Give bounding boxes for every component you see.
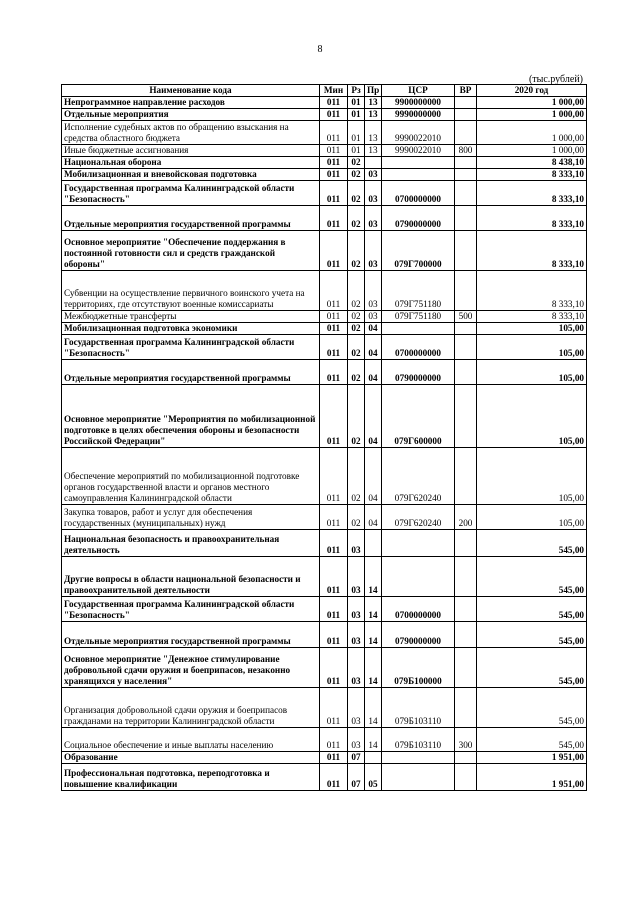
- header-year: 2020 год: [477, 85, 587, 97]
- cell-csr: 079Г620240: [382, 505, 455, 530]
- table-row: [62, 728, 587, 752]
- cell-name: Иные бюджетные ассигнования: [62, 145, 320, 157]
- cell-min: 011: [320, 597, 348, 622]
- cell-vr: 300: [455, 728, 477, 752]
- cell-vr: [455, 169, 477, 181]
- cell-rz: 01: [348, 109, 365, 121]
- cell-rz: 03: [348, 557, 365, 597]
- table-row: [62, 688, 587, 728]
- cell-csr: 079Б103110: [382, 688, 455, 728]
- cell-value: 8 333,10: [477, 271, 587, 311]
- header-csr: ЦСР: [382, 85, 455, 97]
- cell-name: Межбюджетные трансферты: [62, 311, 320, 323]
- table-row: [62, 231, 587, 271]
- cell-name: Отдельные мероприятия государственной программы: [62, 622, 320, 648]
- cell-vr: [455, 323, 477, 335]
- cell-rz: 03: [348, 622, 365, 648]
- cell-vr: [455, 157, 477, 169]
- table-row: [62, 145, 587, 157]
- cell-name: Исполнение судебных актов по обращению взыскания на средства областного бюджета: [62, 121, 320, 145]
- cell-vr: [455, 181, 477, 206]
- cell-csr: 0790000000: [382, 622, 455, 648]
- cell-pr: [365, 530, 382, 557]
- cell-pr: [365, 752, 382, 764]
- page-number: 8: [317, 44, 323, 55]
- table-row: [62, 530, 587, 557]
- cell-name: Организация добровольной сдачи оружия и боеприпасов гражданами на территории Калининградской области: [62, 688, 320, 728]
- cell-rz: 02: [348, 169, 365, 181]
- cell-vr: [455, 648, 477, 688]
- cell-vr: 500: [455, 311, 477, 323]
- cell-name: Другие вопросы в области национальной безопасности и правоохранительной деятельности: [62, 557, 320, 597]
- cell-csr: 079Б103110: [382, 728, 455, 752]
- table-row: [62, 448, 587, 505]
- cell-rz: 02: [348, 385, 365, 448]
- cell-name: Отдельные мероприятия: [62, 109, 320, 121]
- cell-vr: [455, 206, 477, 231]
- cell-pr: 03: [365, 169, 382, 181]
- cell-value: 545,00: [477, 728, 587, 752]
- cell-pr: 14: [365, 728, 382, 752]
- cell-pr: 14: [365, 557, 382, 597]
- cell-name: Национальная безопасность и правоохранительная деятельность: [62, 530, 320, 557]
- cell-csr: 079Г751180: [382, 311, 455, 323]
- table-row: [62, 271, 587, 311]
- cell-value: 545,00: [477, 688, 587, 728]
- cell-pr: [365, 157, 382, 169]
- cell-csr: 9990000000: [382, 109, 455, 121]
- table-row: [62, 109, 587, 121]
- cell-min: 011: [320, 557, 348, 597]
- cell-csr: [382, 530, 455, 557]
- cell-csr: [382, 557, 455, 597]
- table-row: [62, 360, 587, 385]
- cell-rz: 01: [348, 97, 365, 109]
- cell-pr: 13: [365, 145, 382, 157]
- cell-rz: 07: [348, 752, 365, 764]
- cell-value: 1 000,00: [477, 109, 587, 121]
- cell-value: 545,00: [477, 648, 587, 688]
- cell-min: 011: [320, 109, 348, 121]
- cell-value: 8 333,10: [477, 181, 587, 206]
- cell-pr: 04: [365, 385, 382, 448]
- cell-vr: [455, 109, 477, 121]
- cell-rz: 02: [348, 181, 365, 206]
- cell-rz: 02: [348, 505, 365, 530]
- table-row: [62, 157, 587, 169]
- cell-min: 011: [320, 157, 348, 169]
- cell-rz: 07: [348, 764, 365, 791]
- cell-value: 105,00: [477, 385, 587, 448]
- cell-rz: 02: [348, 231, 365, 271]
- table-body: [62, 97, 587, 791]
- cell-value: 1 951,00: [477, 752, 587, 764]
- cell-name: Субвенции на осуществление первичного воинского учета на территориях, где отсутствуют военные комиссариаты: [62, 271, 320, 311]
- cell-vr: [455, 530, 477, 557]
- cell-rz: 02: [348, 311, 365, 323]
- cell-rz: 03: [348, 597, 365, 622]
- cell-pr: 04: [365, 335, 382, 360]
- cell-value: 1 000,00: [477, 145, 587, 157]
- cell-pr: 14: [365, 597, 382, 622]
- cell-min: 011: [320, 622, 348, 648]
- cell-value: 545,00: [477, 622, 587, 648]
- cell-value: 545,00: [477, 597, 587, 622]
- cell-min: 011: [320, 688, 348, 728]
- cell-min: 011: [320, 335, 348, 360]
- table-row: [62, 206, 587, 231]
- table-row: [62, 505, 587, 530]
- cell-min: 011: [320, 145, 348, 157]
- cell-min: 011: [320, 311, 348, 323]
- cell-name: Государственная программа Калининградской области "Безопасность": [62, 181, 320, 206]
- cell-csr: 9990022010: [382, 121, 455, 145]
- cell-pr: 14: [365, 648, 382, 688]
- cell-name: Отдельные мероприятия государственной программы: [62, 360, 320, 385]
- cell-min: 011: [320, 121, 348, 145]
- cell-vr: [455, 335, 477, 360]
- table-row: [62, 764, 587, 791]
- cell-name: Профессиональная подготовка, переподготовка и повышение квалификации: [62, 764, 320, 791]
- cell-name: Основное мероприятие "Мероприятия по мобилизационной подготовке в целях обеспечения обороны и безопасности Российской Федерации": [62, 385, 320, 448]
- cell-csr: 079Б100000: [382, 648, 455, 688]
- cell-rz: 03: [348, 728, 365, 752]
- cell-name: Социальное обеспечение и иные выплаты населению: [62, 728, 320, 752]
- cell-value: 105,00: [477, 448, 587, 505]
- cell-value: 1 951,00: [477, 764, 587, 791]
- cell-csr: 079Г600000: [382, 385, 455, 448]
- cell-min: 011: [320, 97, 348, 109]
- cell-min: 011: [320, 764, 348, 791]
- cell-name: Основное мероприятие "Обеспечение поддержания в постоянной готовности сил и средств гражданской обороны": [62, 231, 320, 271]
- cell-pr: 05: [365, 764, 382, 791]
- cell-value: 8 333,10: [477, 311, 587, 323]
- cell-min: 011: [320, 728, 348, 752]
- cell-csr: 0700000000: [382, 597, 455, 622]
- cell-value: 105,00: [477, 323, 587, 335]
- cell-name: Государственная программа Калининградской области "Безопасность": [62, 335, 320, 360]
- cell-min: 011: [320, 169, 348, 181]
- cell-pr: 03: [365, 311, 382, 323]
- cell-value: 1 000,00: [477, 97, 587, 109]
- header-vr: ВР: [455, 85, 477, 97]
- table-row: [62, 622, 587, 648]
- table-row: [62, 323, 587, 335]
- cell-pr: 14: [365, 622, 382, 648]
- table-row: [62, 335, 587, 360]
- cell-min: 011: [320, 360, 348, 385]
- cell-csr: [382, 323, 455, 335]
- cell-vr: [455, 752, 477, 764]
- cell-csr: [382, 169, 455, 181]
- cell-name: Национальная оборона: [62, 157, 320, 169]
- cell-csr: 0790000000: [382, 206, 455, 231]
- unit-note: (тыс.рублей): [528, 74, 583, 85]
- cell-min: 011: [320, 648, 348, 688]
- cell-csr: [382, 764, 455, 791]
- cell-rz: 02: [348, 448, 365, 505]
- cell-value: 8 333,10: [477, 169, 587, 181]
- cell-csr: 079Г700000: [382, 231, 455, 271]
- cell-csr: 9990022010: [382, 145, 455, 157]
- cell-vr: [455, 360, 477, 385]
- cell-pr: 03: [365, 231, 382, 271]
- table-row: [62, 597, 587, 622]
- budget-table: [61, 84, 587, 791]
- header-min: Мин: [320, 85, 348, 97]
- cell-rz: 01: [348, 145, 365, 157]
- cell-value: 105,00: [477, 335, 587, 360]
- cell-vr: [455, 121, 477, 145]
- cell-name: Непрограммное направление расходов: [62, 97, 320, 109]
- cell-min: 011: [320, 505, 348, 530]
- cell-min: 011: [320, 752, 348, 764]
- cell-min: 011: [320, 530, 348, 557]
- cell-pr: 04: [365, 448, 382, 505]
- cell-min: 011: [320, 181, 348, 206]
- cell-csr: 0700000000: [382, 335, 455, 360]
- cell-name: Отдельные мероприятия государственной программы: [62, 206, 320, 231]
- cell-vr: [455, 622, 477, 648]
- cell-min: 011: [320, 323, 348, 335]
- cell-name: Закупка товаров, работ и услуг для обеспечения государственных (муниципальных) нужд: [62, 505, 320, 530]
- header-rz: Рз: [348, 85, 365, 97]
- table-row: [62, 169, 587, 181]
- cell-min: 011: [320, 206, 348, 231]
- cell-rz: 02: [348, 271, 365, 311]
- table-row: [62, 97, 587, 109]
- cell-pr: 04: [365, 505, 382, 530]
- cell-vr: [455, 97, 477, 109]
- cell-name: Образование: [62, 752, 320, 764]
- cell-pr: 14: [365, 688, 382, 728]
- cell-min: 011: [320, 385, 348, 448]
- cell-csr: [382, 157, 455, 169]
- cell-pr: 13: [365, 121, 382, 145]
- table-header-row: [62, 85, 587, 97]
- cell-pr: 13: [365, 97, 382, 109]
- cell-pr: 03: [365, 181, 382, 206]
- cell-csr: 9900000000: [382, 97, 455, 109]
- cell-rz: 02: [348, 206, 365, 231]
- cell-rz: 02: [348, 360, 365, 385]
- cell-value: 545,00: [477, 557, 587, 597]
- cell-vr: [455, 688, 477, 728]
- cell-csr: 0700000000: [382, 181, 455, 206]
- cell-rz: 02: [348, 157, 365, 169]
- cell-rz: 03: [348, 648, 365, 688]
- cell-value: 105,00: [477, 360, 587, 385]
- cell-pr: 03: [365, 271, 382, 311]
- cell-vr: [455, 271, 477, 311]
- cell-name: Мобилизационная и вневойсковая подготовка: [62, 169, 320, 181]
- cell-pr: 04: [365, 360, 382, 385]
- cell-pr: 13: [365, 109, 382, 121]
- cell-vr: [455, 597, 477, 622]
- table-row: [62, 385, 587, 448]
- table-row: [62, 181, 587, 206]
- cell-rz: 03: [348, 688, 365, 728]
- cell-value: 1 000,00: [477, 121, 587, 145]
- header-pr: Пр: [365, 85, 382, 97]
- cell-name: Обеспечение мероприятий по мобилизационной подготовке органов государственной власти и органов местного самоуправления Калининградской области: [62, 448, 320, 505]
- cell-vr: 800: [455, 145, 477, 157]
- cell-pr: 03: [365, 206, 382, 231]
- cell-value: 8 333,10: [477, 206, 587, 231]
- cell-vr: [455, 385, 477, 448]
- cell-csr: 0790000000: [382, 360, 455, 385]
- cell-min: 011: [320, 271, 348, 311]
- cell-rz: 01: [348, 121, 365, 145]
- cell-name: Государственная программа Калининградской области "Безопасность": [62, 597, 320, 622]
- header-name: Наименование кода: [62, 85, 320, 97]
- table-row: [62, 752, 587, 764]
- cell-vr: [455, 448, 477, 505]
- table-row: [62, 557, 587, 597]
- cell-csr: 079Г620240: [382, 448, 455, 505]
- cell-value: 105,00: [477, 505, 587, 530]
- cell-value: 545,00: [477, 530, 587, 557]
- table-row: [62, 311, 587, 323]
- cell-value: 8 438,10: [477, 157, 587, 169]
- cell-csr: [382, 752, 455, 764]
- table-row: [62, 648, 587, 688]
- cell-vr: [455, 764, 477, 791]
- cell-name: Мобилизационная подготовка экономики: [62, 323, 320, 335]
- cell-rz: 02: [348, 335, 365, 360]
- cell-pr: 04: [365, 323, 382, 335]
- cell-rz: 02: [348, 323, 365, 335]
- cell-value: 8 333,10: [477, 231, 587, 271]
- cell-csr: 079Г751180: [382, 271, 455, 311]
- cell-min: 011: [320, 231, 348, 271]
- cell-min: 011: [320, 448, 348, 505]
- table-row: [62, 121, 587, 145]
- cell-vr: 200: [455, 505, 477, 530]
- cell-name: Основное мероприятие "Денежное стимулирование добровольной сдачи оружия и боеприпасов, незаконно хранящихся у населения": [62, 648, 320, 688]
- cell-vr: [455, 231, 477, 271]
- cell-rz: 03: [348, 530, 365, 557]
- cell-vr: [455, 557, 477, 597]
